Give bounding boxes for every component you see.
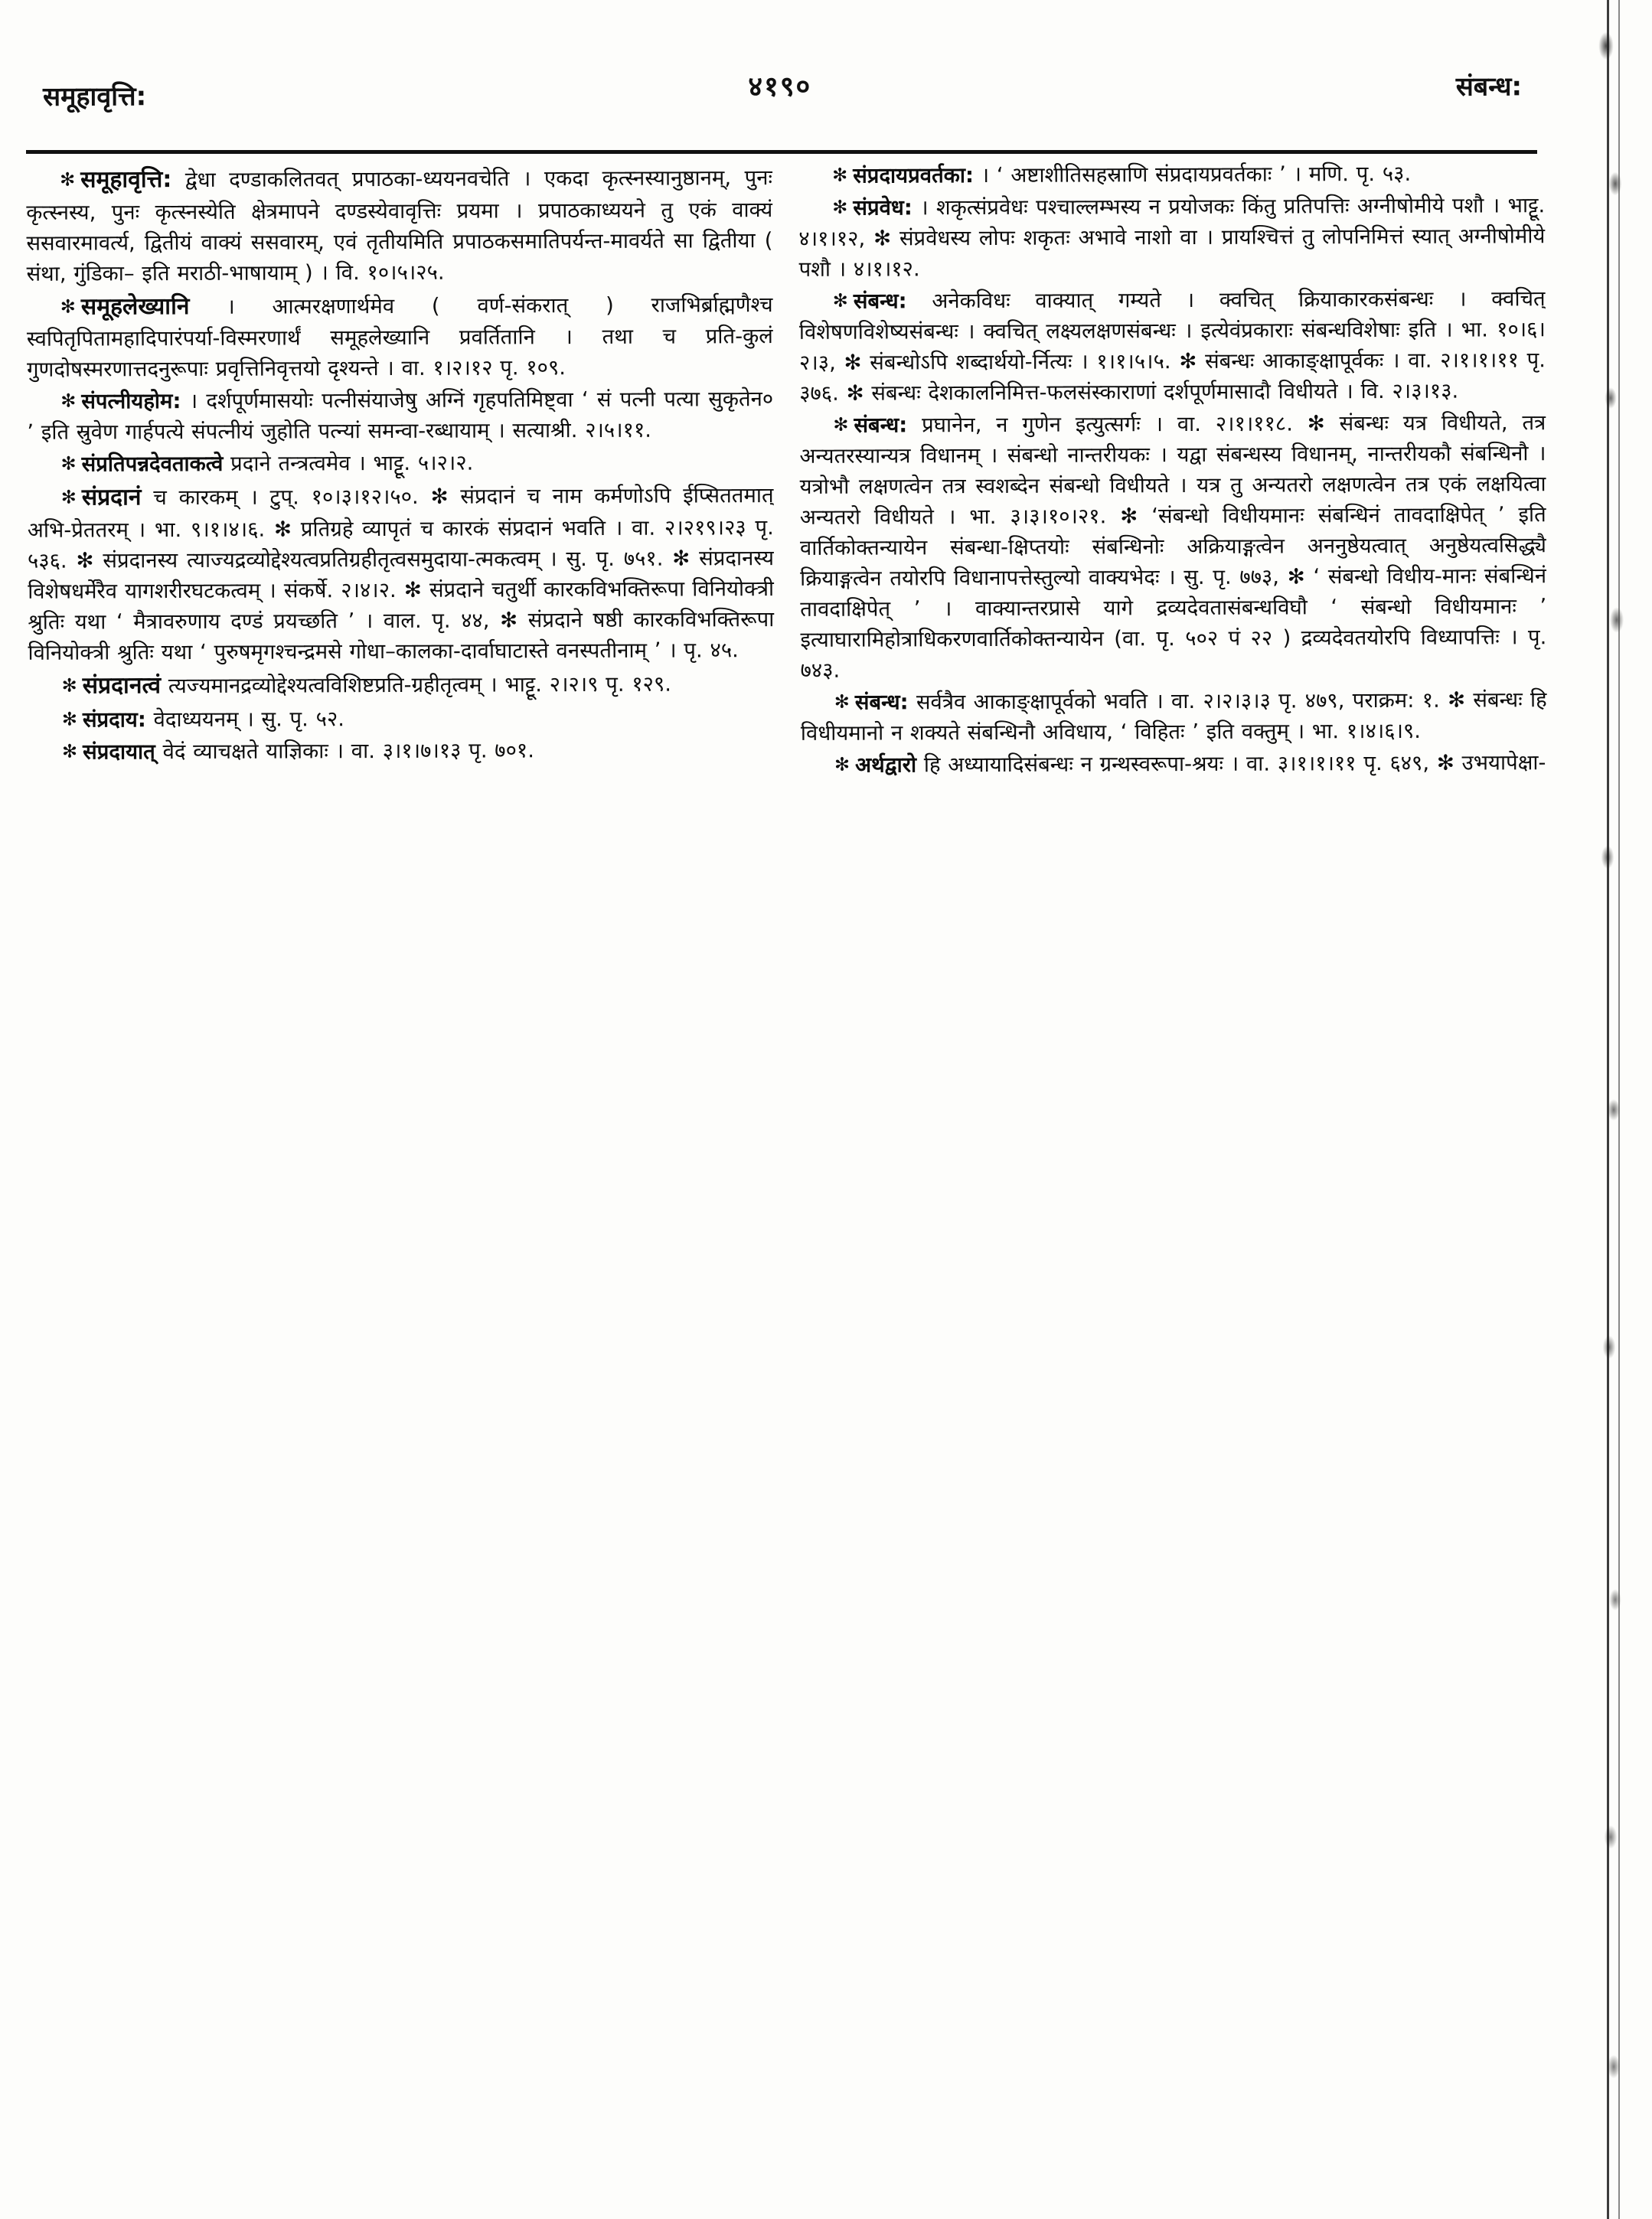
- dictionary-entry: [26, 161, 773, 289]
- dictionary-entry: [801, 684, 1547, 749]
- entry-body: वेदं व्याचक्षते याज्ञिकाः । वा. ३।१।७।१३ पृ. ७०१.: [162, 737, 534, 764]
- header-divider-rule: [26, 150, 1537, 154]
- entry-bullet-icon: ✻: [832, 196, 848, 218]
- entry-headword: संप्रदाय:: [82, 706, 146, 733]
- entry-body: त्यज्यमानद्रव्योद्देश्यत्वविशिष्टप्रति‑ग्रहीतृत्वम् । भाट्टू. २।२।९ पृ. १२९.: [168, 671, 672, 699]
- entry-headword: अर्थद्वारो: [855, 752, 917, 778]
- scan-edge-artifacts: [1560, 0, 1652, 2219]
- entry-headword: समूहलेख्यानि: [80, 292, 190, 321]
- entry-body: । ‘ अष्टाशीतिसहस्राणि संप्रदायप्रवर्तकाः ’ । मणि. पृ. ५३.: [981, 161, 1412, 188]
- entry-body: प्रघानेन, न गुणेन इत्युत्सर्गः । वा. २।१।११८. ✻ संबन्धः यत्र विधीयते, तत्र अन्यतरस्यान्यत्र विधानम् । संबन्धो नान्तरीयकः । यद्वा संबन्धस्य विधानम्, नान्तरीयकौ संबन्धिनौ । यत्रोभौ लक्षणत्वेन तत्र स्वशब्देन संबन्धो विधीयते । यत्र तु अन्यतरो लक्षणत्वेन तत्र एकं लक्षयित्वा अन्यतरो विधीयते । भा. ३।३।१०।२१. ✻ ‘संबन्धो विधीयमानः संबन्धिनं तावदाक्षिपेत् ’ इति वार्तिकोक्तन्यायेन संबन्धा‑क्षिप्तयोः संबन्धिनोः अक्रियाङ्गत्वेन अननुष्ठेयत्वात् अनुष्ठेयत्वसिद्ध्यै क्रियाङ्गत्वेन तयोरपि विधानापत्तेस्तुल्यो वाक्यभेदः । सु. पृ. ७७३, ✻ ‘ संबन्धो विधीय‑मानः संबन्धिनं तावदाक्षिपेत् ’ । वाक्यान्तरप्रासे यागे द्रव्यदेवतासंबन्धविघौ ‘ संबन्धो विधीयमानः ’ इत्याघारामिहोत्राधिकरणवार्तिकोक्तन्यायेन (वा. पृ. ५०२ पं २२ ) द्रव्यदेवतयोरपि विध्यापत्तिः । पृ. ७४३.: [799, 410, 1547, 683]
- dictionary-entry: [27, 288, 773, 385]
- dictionary-entry: [28, 478, 775, 667]
- entry-bullet-icon: ✻: [832, 289, 848, 312]
- entry-bullet-icon: ✻: [832, 164, 848, 186]
- dictionary-entry: [28, 734, 775, 768]
- page-number: ४१९०: [748, 70, 812, 103]
- page-header: [43, 64, 1522, 123]
- entry-headword: संप्रदानत्वं: [82, 672, 162, 700]
- header-right-running-title: संबन्ध:: [1455, 71, 1523, 103]
- entry-bullet-icon: ✻: [61, 708, 77, 730]
- entry-headword: संप्रदायप्रवर्तका:: [853, 163, 975, 188]
- dictionary-entry: [799, 283, 1546, 409]
- entry-bullet-icon: ✻: [60, 168, 76, 191]
- entry-headword: संबन्ध:: [854, 413, 908, 438]
- entry-body: । शकृत्संप्रवेधः पश्चाल्लम्भस्य न प्रयोजकः किंतु प्रतिपत्तिः अग्नीषोमीये पशौ । भाट्टू. ४।१।१२, ✻ संप्रवेधस्य लोपः शकृतः अभावे नाशो वा । प्रायश्चित्तं तु लोपनिमित्तं स्यात् अग्नीषोमीये पशौ । ४।१।१२.: [798, 193, 1546, 282]
- left-column: [26, 161, 780, 2207]
- entry-headword: संपत्नीयहोम:: [81, 389, 181, 414]
- entry-bullet-icon: ✻: [60, 486, 77, 508]
- entry-body: सर्वत्रैव आकाङ्क्षापूर्वको भवति । वा. २।२।३।३ पृ. ४७९, पराक्रम: १. ✻ संबन्धः हि विधीयमानो न शक्यते संबन्धिनौ अविधाय, ‘ विहितः ’ इति वक्तुम् । भा. १।४।६।९.: [800, 687, 1547, 746]
- entry-body: प्रदाने तन्त्रत्वमेव । भाट्टू. ५।२।२.: [230, 450, 474, 477]
- dictionary-entry: [27, 446, 773, 480]
- entry-body: अनेकविधः वाक्यात् गम्यते । क्वचित् क्रियाकारकसंबन्धः । क्वचित् विशेषणविशेष्यसंबन्धः । क्वचित् लक्ष्यलक्षणसंबन्धः । इत्येवंप्रकाराः संबन्धविशेषाः इति । भा. १०।६।२।३, ✻ संबन्धोऽपि शब्दार्थयो‑र्नित्यः । १।१।५।५. ✻ संबन्धः आकाङ्क्षापूर्वकः । वा. २।१।१।११ पृ. ३७६. ✻ संबन्धः देशकालनिमित्त‑फलसंस्काराणां दर्शपूर्णमासादौ विधीयते । वि. २।३।१३.: [798, 286, 1546, 406]
- entry-bullet-icon: ✻: [60, 452, 77, 475]
- scan-margin-line: [1607, 0, 1609, 2219]
- dictionary-entry: [28, 667, 775, 703]
- dictionary-entry: [27, 383, 773, 448]
- text-columns: [26, 158, 1552, 2207]
- entry-headword: समूहावृत्ति:: [80, 166, 172, 194]
- dictionary-entry: [28, 702, 775, 736]
- dictionary-entry: [798, 190, 1545, 285]
- scan-margin-line-secondary: [1618, 0, 1620, 2219]
- entry-body: । आत्मरक्षणार्थमेव ( वर्ण‑संकरात् ) राजभिर्ब्राह्मणैश्च स्वपितृपितामहादिपारंपर्या‑विस्मरणार्थं समूहलेख्यानि प्रवर्तितानि । तथा च प्रति‑कुलं गुणदोषस्मरणात्तदनुरूपाः प्रवृत्तिनिवृत्तयो दृश्यन्ते । वा. १।२।१२ पृ. १०९.: [26, 292, 773, 383]
- dictionary-entry: [801, 747, 1547, 781]
- dictionary-entry: [799, 407, 1546, 686]
- entry-bullet-icon: ✻: [61, 740, 78, 762]
- entry-body: । दर्शपूर्णमासयोः पत्नीसंयाजेषु अग्निं गृहपतिमिष्ट्वा ‘ सं पत्नी पत्या सुकृतेन० ’ इति स्रुवेण गार्हपत्ये संपत्नीयं जुहोति पत्न्यां समन्वा‑रब्धायाम् । सत्याश्री. २।५।११.: [27, 387, 774, 445]
- entry-body: हि अध्यायादिसंबन्धः न ग्रन्थस्वरूपा‑श्रयः । वा. ३।१।१।११ पृ. ६४९, ✻ उभयापेक्षा‑: [923, 750, 1546, 778]
- entry-bullet-icon: ✻: [834, 753, 850, 775]
- entry-headword: संप्रदानं: [81, 484, 142, 511]
- entry-body: वेदाध्ययनम् । सु. पृ. ५२.: [153, 706, 345, 732]
- entry-body: च कारकम् । टुप्. १०।३।१२।५०. ✻ संप्रदानं च नाम कर्मणोऽपि ईप्सिततमात् अभि‑प्रेततरम् । भा. ९।१।४।६. ✻ प्रतिग्रहे व्यापृतं च कारकं संप्रदानं भवति । वा. २।२१९।२३ पृ. ५३६. ✻ संप्रदानस्य त्याज्यद्रव्योद्देश्यत्वप्रतिग्रहीतृत्वसमुदाया‑त्मकत्वम् । सु. पृ. ७५१. ✻ संप्रदानस्य विशेषधर्मेरैव यागशरीरघटकत्वम् । संकर्षे. २।४।२. ✻ संप्रदाने चतुर्थी कारकविभक्तिरूपा विनियोक्त्री श्रुतिः यथा ‘ मैत्रावरुणाय दण्डं प्रयच्छति ’ । वाल. पृ. ४४, ✻ संप्रदाने षष्ठी कारकविभक्तिरूपा विनियोक्त्री श्रुतिः यथा ‘ पुरुषमृगश्चन्द्रमसे गोधा–कालका‑दार्वाघाटास्ते वनस्पतीनाम् ’ । पृ. ४५.: [27, 483, 775, 665]
- entry-bullet-icon: ✻: [60, 295, 76, 318]
- right-column: [798, 158, 1552, 2204]
- entry-bullet-icon: ✻: [834, 690, 850, 713]
- entry-headword: संबन्ध:: [854, 690, 909, 715]
- header-left-running-title: समूहावृत्ति:: [43, 81, 147, 113]
- entry-headword: संबन्ध:: [853, 289, 907, 314]
- entry-headword: संप्रदायात्: [83, 739, 155, 765]
- entry-body: द्वेधा दण्डाकलितवत् प्रपाठका‑ध्ययनवचेति । एकदा कृत्स्नस्यानुष्ठानम्, पुनः कृत्स्नस्य, पुनः कृत्स्नस्येति क्षेत्रमापने दण्डस्येवावृत्तिः प्रयमा । प्रपाठकाध्ययने तु एकं वाक्यं ससवारमावर्त्य, द्वितीयं वाक्यं ससवारम्, एवं तृतीयमिति प्रपाठकसमातिपर्यन्त‑मावर्यते सा द्वितीया ( संथा, गुंडिका– इति मराठी‑भाषायाम् ) । वि. १०।५।२५.: [26, 165, 773, 286]
- dictionary-entry: [798, 158, 1545, 191]
- entry-bullet-icon: ✻: [60, 390, 77, 412]
- entry-bullet-icon: ✻: [61, 674, 77, 697]
- entry-headword: संप्रतिपन्नदेवताकत्वे: [81, 452, 224, 477]
- entry-bullet-icon: ✻: [833, 413, 849, 436]
- entry-headword: संप्रवेध:: [853, 195, 913, 220]
